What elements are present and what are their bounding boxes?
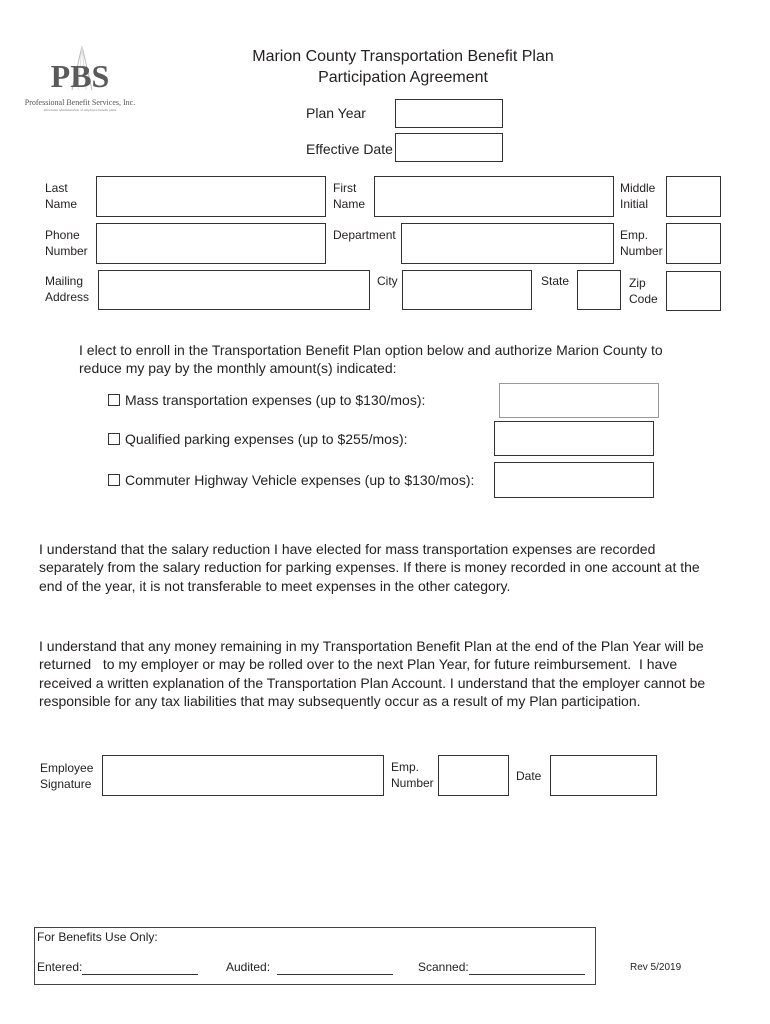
last-name-label: Last Name <box>45 181 78 211</box>
zip-label: Zip Code <box>629 276 658 306</box>
election-intro-line1: I elect to enroll in the Transportation Benefit Plan option below and authorize Marion County to <box>79 342 663 358</box>
mass-transport-checkbox[interactable] <box>108 394 120 406</box>
last-name-field[interactable] <box>96 176 326 217</box>
form-title-line2: Participation Agreement <box>318 69 488 86</box>
mass-transport-label: Mass transportation expenses (up to $130/mos): <box>125 392 426 408</box>
paragraph-line: separately from the salary reduction for parking expenses. If there is money recorded in one account at the <box>39 559 700 575</box>
phone-field[interactable] <box>96 223 326 264</box>
paragraph-line: I understand that the salary reduction I have elected for mass transportation expenses are recorded <box>39 541 656 557</box>
commuter-vehicle-label: Commuter Highway Vehicle expenses (up to $130/mos): <box>125 472 475 488</box>
middle-initial-label: Middle Initial <box>620 181 656 211</box>
emp-number-label: Emp. Number <box>620 228 663 258</box>
scanned-line[interactable] <box>469 962 585 975</box>
effective-date-label: Effective Date <box>306 141 393 157</box>
state-label: State <box>541 274 570 288</box>
department-label: Department <box>333 228 396 242</box>
paragraph-line: I understand that any money remaining in my Transportation Benefit Plan at the end of the Plan Year will be <box>39 638 704 654</box>
signature-date-field[interactable] <box>550 755 657 796</box>
signature-date-label: Date <box>516 769 542 783</box>
mailing-address-field[interactable] <box>98 270 370 310</box>
entered-line[interactable] <box>82 962 198 975</box>
first-name-label: First Name <box>333 181 366 211</box>
first-name-field[interactable] <box>374 176 614 217</box>
logo-company: Professional Benefit Services, Inc. <box>24 98 136 107</box>
city-field[interactable] <box>402 270 532 310</box>
commuter-vehicle-checkbox[interactable] <box>108 474 120 486</box>
mailing-address-label: Mailing Address <box>45 274 90 304</box>
logo-text: PBS <box>50 58 110 94</box>
revision-label: Rev 5/2019 <box>630 962 682 973</box>
department-field[interactable] <box>401 223 614 264</box>
effective-date-field[interactable] <box>395 133 503 162</box>
employee-signature-label: Employee Signature <box>40 761 94 791</box>
audited-line[interactable] <box>277 962 393 975</box>
paragraph-line: received a written explanation of the Transportation Plan Account. I understand that the employer cannot be <box>39 675 706 691</box>
logo-tagline: affordable administration of employee benefit plans <box>43 108 117 112</box>
mass-transport-amount-field[interactable] <box>499 383 659 418</box>
benefits-use-only-title: For Benefits Use Only: <box>37 930 158 944</box>
phone-label: Phone Number <box>45 228 88 258</box>
scanned-label: Scanned: <box>418 959 585 975</box>
paragraph-line: end of the year, it is not transferable to meet expenses in the other category. <box>39 578 511 594</box>
middle-initial-field[interactable] <box>666 176 721 217</box>
benefits-use-only-box <box>34 927 596 985</box>
signature-emp-number-field[interactable] <box>438 755 509 796</box>
signature-emp-number-label: Emp. Number <box>391 760 434 790</box>
audited-label: Audited: <box>226 959 393 975</box>
paragraph-line: responsible for any tax liabilities that may subsequently occur as a result of my Plan participation. <box>39 693 641 709</box>
parking-label: Qualified parking expenses (up to $255/mos): <box>125 431 408 447</box>
plan-year-label: Plan Year <box>306 105 366 121</box>
parking-checkbox[interactable] <box>108 433 120 445</box>
entered-label: Entered: <box>37 959 198 975</box>
employee-signature-field[interactable] <box>102 755 384 796</box>
plan-year-field[interactable] <box>395 99 503 128</box>
emp-number-field[interactable] <box>666 223 721 264</box>
election-intro-line2: reduce my pay by the monthly amount(s) indicated: <box>79 360 397 376</box>
state-field[interactable] <box>577 270 621 310</box>
form-title-line1: Marion County Transportation Benefit Plan <box>252 48 554 65</box>
city-label: City <box>377 274 398 288</box>
commuter-vehicle-amount-field[interactable] <box>494 462 654 498</box>
parking-amount-field[interactable] <box>494 421 654 456</box>
paragraph-line: returned to my employer or may be rolled over to the next Plan Year, for future reimbursement. I have <box>39 656 678 672</box>
zip-field[interactable] <box>666 271 721 311</box>
